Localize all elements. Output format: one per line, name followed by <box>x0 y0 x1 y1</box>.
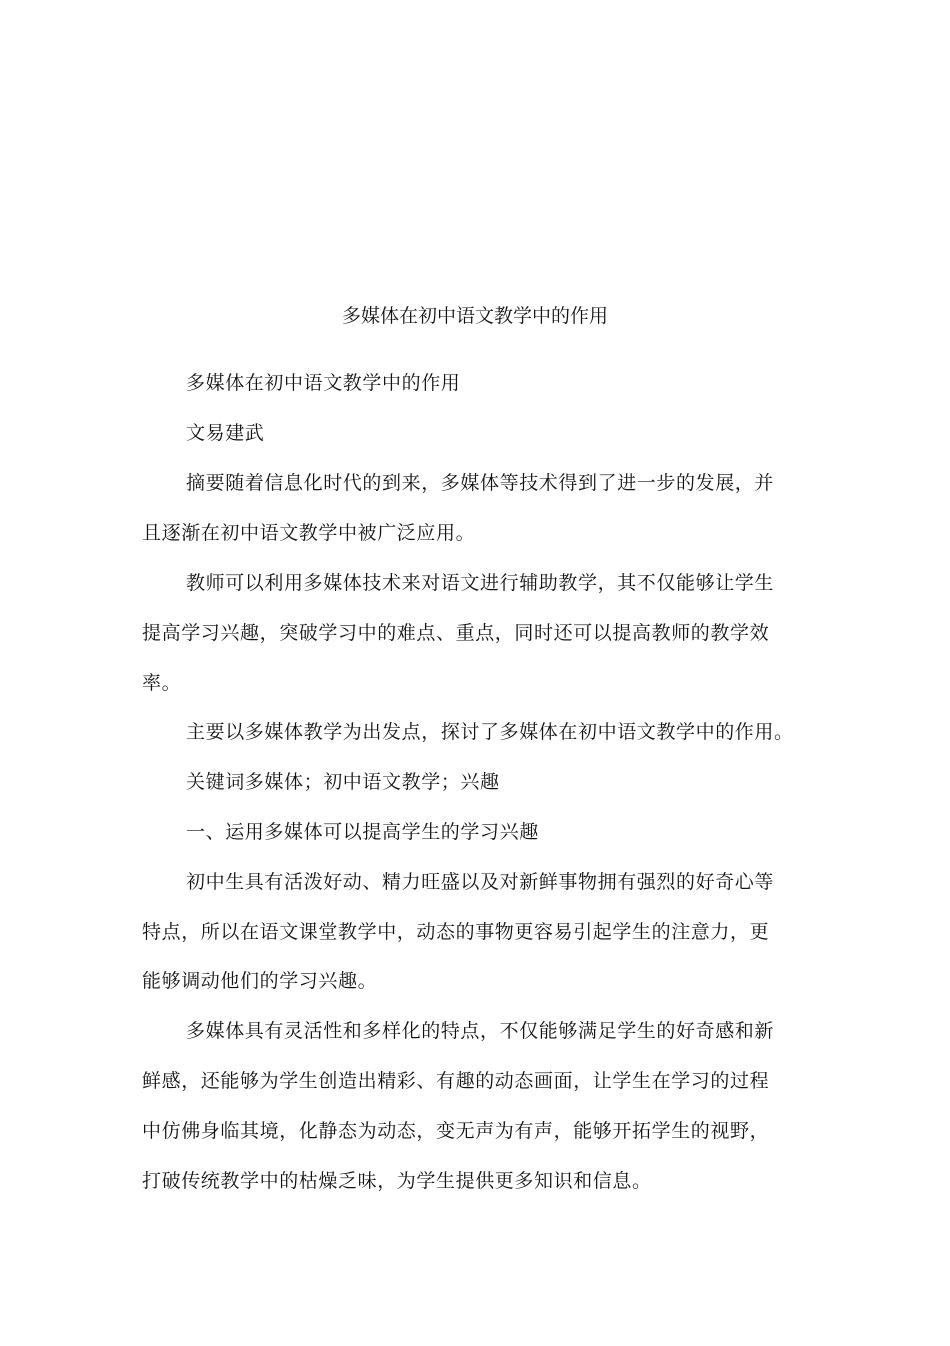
subtitle: 多媒体在初中语文教学中的作用 <box>186 372 461 394</box>
paragraph-2: 主要以多媒体教学为出发点，探讨了多媒体在初中语文教学中的作用。 <box>186 721 794 743</box>
paragraph-1-line-2: 提高学习兴趣，突破学习中的难点、重点，同时还可以提高教师的教学效 <box>142 622 770 644</box>
paragraph-3-line-3: 能够调动他们的学习兴趣。 <box>142 970 378 992</box>
paragraph-4-line-4: 打破传统教学中的枯燥乏味，为学生提供更多知识和信息。 <box>142 1170 652 1192</box>
document-title: 多媒体在初中语文教学中的作用 <box>341 305 608 327</box>
paragraph-1-line-3: 率。 <box>142 672 182 694</box>
paragraph-4-line-1: 多媒体具有灵活性和多样化的特点，不仅能够满足学生的好奇感和新 <box>186 1020 775 1042</box>
paragraph-3-line-1: 初中生具有活泼好动、精力旺盛以及对新鲜事物拥有强烈的好奇心等 <box>186 871 775 893</box>
abstract-line-1: 摘要随着信息化时代的到来，多媒体等技术得到了进一步的发展，并 <box>186 472 775 494</box>
author: 文易建武 <box>186 422 265 444</box>
keywords: 关键词多媒体；初中语文教学；兴趣 <box>186 771 500 793</box>
paragraph-4-line-2: 鲜感，还能够为学生创造出精彩、有趣的动态画面，让学生在学习的过程 <box>142 1070 770 1092</box>
section-1-heading: 一、运用多媒体可以提高学生的学习兴趣 <box>186 821 539 843</box>
paragraph-3-line-2: 特点，所以在语文课堂教学中，动态的事物更容易引起学生的注意力，更 <box>142 921 770 943</box>
paragraph-1-line-1: 教师可以利用多媒体技术来对语文进行辅助教学，其不仅能够让学生 <box>186 572 775 594</box>
paragraph-4-line-3: 中仿佛身临其境，化静态为动态，变无声为有声，能够开拓学生的视野， <box>142 1120 770 1142</box>
abstract-line-2: 且逐渐在初中语文教学中被广泛应用。 <box>142 522 476 544</box>
